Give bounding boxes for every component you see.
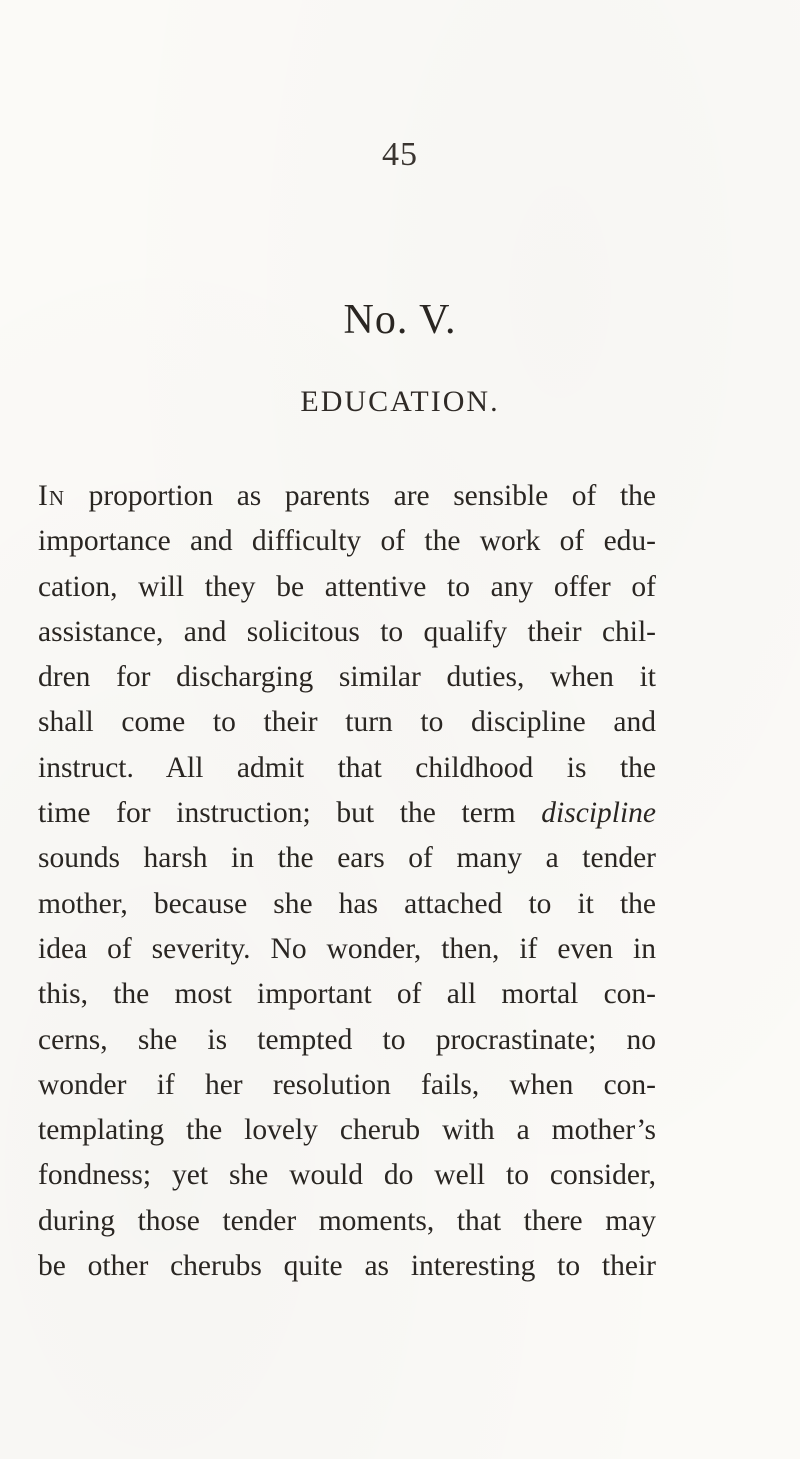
- body-text: [38, 474, 656, 1289]
- text-line: dren for discharging similar duties, when it: [38, 661, 656, 694]
- text-line: sounds harsh in the ears of many a tender: [38, 842, 656, 875]
- drop-word: In: [38, 480, 65, 512]
- page-number: 45: [382, 136, 418, 173]
- text-line: wonder if her resolution fails, when con-: [38, 1068, 656, 1101]
- text-line: be other cherubs quite as interesting to their: [38, 1250, 656, 1283]
- text-line: during those tender moments, that there may: [38, 1204, 656, 1237]
- section-number: No. V.: [343, 297, 457, 343]
- section-title: EDUCATION.: [300, 385, 500, 418]
- text-line: cation, will they be attentive to any offer of: [38, 570, 656, 603]
- text-line: instruct. All admit that childhood is the: [38, 751, 656, 784]
- text-line: [38, 474, 656, 519]
- text-line: fondness; yet she would do well to consider,: [38, 1159, 656, 1192]
- text-line: idea of severity. No wonder, then, if even in: [38, 932, 656, 965]
- line-start: time for instruction; but the term: [38, 797, 542, 830]
- emphasized-word: discipline: [541, 797, 656, 830]
- text-line: this, the most important of all mortal con-: [38, 978, 656, 1011]
- text-line: [38, 791, 656, 836]
- line-rest: proportion as parents are sensible of the: [65, 480, 656, 512]
- text-line: mother, because she has attached to it the: [38, 887, 656, 920]
- text-line: assistance, and solicitous to qualify their chil-: [38, 615, 656, 648]
- text-line: cerns, she is tempted to procrastinate; no: [38, 1023, 656, 1056]
- text-line: importance and difficulty of the work of edu-: [38, 525, 656, 558]
- text-line: shall come to their turn to discipline and: [38, 706, 656, 739]
- text-line: templating the lovely cherub with a mother’s: [38, 1114, 656, 1147]
